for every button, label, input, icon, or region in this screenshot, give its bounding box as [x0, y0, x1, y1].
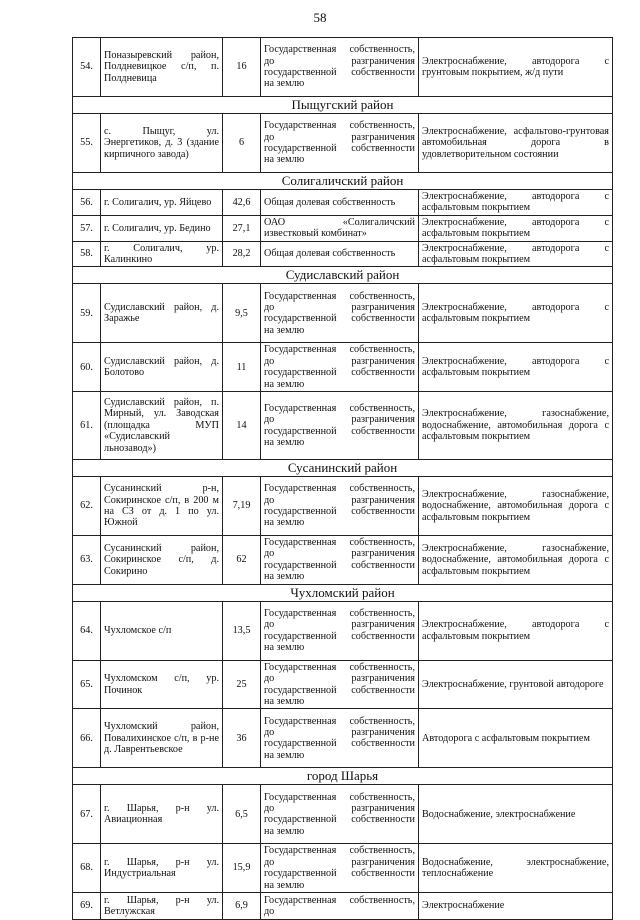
site-location: Поназыревский район, Полдневицкое с/п, п. Полдневица: [101, 38, 223, 97]
row-number: 68.: [73, 844, 101, 893]
table-row: [73, 477, 613, 536]
site-infrastructure: Электроснабжение, автодорога с асфальтовым покрытием: [419, 215, 613, 241]
site-location: с. Пыщуг, ул. Энергетиков, д. 3 (здание кирпичного завода): [101, 114, 223, 173]
site-infrastructure: Электроснабжение, автодорога с асфальтовым покрытием: [419, 241, 613, 267]
site-infrastructure: Электроснабжение, автодорога с асфальтовым покрытием: [419, 190, 613, 216]
site-area: 7,19: [223, 477, 261, 536]
site-infrastructure: Электроснабжение, автодорога с асфальтовым покрытием: [419, 284, 613, 343]
row-number: 56.: [73, 190, 101, 216]
site-infrastructure: Автодорога с асфальтовым покрытием: [419, 709, 613, 768]
site-ownership: Государственная собственность, до разграничения государственной собственности на землю: [261, 38, 419, 97]
site-location: Чухломское с/п: [101, 601, 223, 660]
table-row: [73, 536, 613, 585]
site-location: г. Солигалич, ур. Бедино: [101, 215, 223, 241]
site-area: 6,5: [223, 785, 261, 844]
site-ownership: Государственная собственность, до разграничения государственной собственности на землю: [261, 660, 419, 709]
page-number: 58: [313, 10, 327, 25]
site-infrastructure: Электроснабжение, газоснабжение, водоснабжение, автомобильная дорога с асфальтовым покрытием: [419, 536, 613, 585]
region-title: Пыщугский район: [73, 97, 613, 114]
site-area: 25: [223, 660, 261, 709]
site-ownership: Государственная собственность, до разграничения государственной собственности на землю: [261, 284, 419, 343]
row-number: 64.: [73, 601, 101, 660]
site-location: Судиславский район, д. Болотово: [101, 343, 223, 392]
site-ownership: Государственная собственность, до разграничения государственной собственности на землю: [261, 392, 419, 460]
table-row: [73, 241, 613, 267]
row-number: 67.: [73, 785, 101, 844]
table-row: [73, 114, 613, 173]
site-infrastructure: Электроснабжение, газоснабжение, водоснабжение, автомобильная дорога с асфальтовым покрытием: [419, 392, 613, 460]
row-number: 61.: [73, 392, 101, 460]
table-row: [73, 343, 613, 392]
region-title: Сусанинский район: [73, 460, 613, 477]
table-row: [73, 660, 613, 709]
site-infrastructure: Электроснабжение, автодорога с грунтовым покрытием, ж/д пути: [419, 38, 613, 97]
site-ownership: Государственная собственность, до разграничения государственной собственности на землю: [261, 343, 419, 392]
site-ownership: Общая долевая собственность: [261, 190, 419, 216]
site-area: 28,2: [223, 241, 261, 267]
site-area: 9,5: [223, 284, 261, 343]
table-row: [73, 709, 613, 768]
table-row: [73, 392, 613, 460]
table-row: [73, 892, 613, 919]
table-row: [73, 190, 613, 216]
row-number: 60.: [73, 343, 101, 392]
site-area: 11: [223, 343, 261, 392]
site-location: Сусанинский р-н, Сокиринское с/п, в 200 м на СЗ от д. 1 по ул. Южной: [101, 477, 223, 536]
region-header-row: [73, 173, 613, 190]
site-location: Судиславский район, п. Мирный, ул. Заводская (площадка МУП «Судиславский льнозавод»): [101, 392, 223, 460]
site-location: г. Солигалич, ур. Яйцево: [101, 190, 223, 216]
site-infrastructure: Электроснабжение, асфальтово-грунтовая автомобильная дорога в удовлетворительном состоянии: [419, 114, 613, 173]
table-row: [73, 215, 613, 241]
site-ownership: Государственная собственность, до разграничения государственной собственности на землю: [261, 709, 419, 768]
site-location: г. Солигалич, ур. Калинкино: [101, 241, 223, 267]
table-row: [73, 785, 613, 844]
site-infrastructure: Электроснабжение: [419, 892, 613, 919]
site-location: Чухломский район, Повалихинское с/п, в р-не д. Лаврентьевское: [101, 709, 223, 768]
region-header-row: [73, 768, 613, 785]
region-header-row: [73, 460, 613, 477]
site-area: 6: [223, 114, 261, 173]
row-number: 58.: [73, 241, 101, 267]
region-header-row: [73, 97, 613, 114]
site-infrastructure: Электроснабжение, автодорога с асфальтовым покрытием: [419, 601, 613, 660]
site-location: Чухломском с/п, ур. Починок: [101, 660, 223, 709]
row-number: 63.: [73, 536, 101, 585]
site-area: 14: [223, 392, 261, 460]
site-ownership: Государственная собственность, до разграничения государственной собственности на землю: [261, 536, 419, 585]
site-infrastructure: Электроснабжение, грунтовой автодороге: [419, 660, 613, 709]
region-header-row: [73, 267, 613, 284]
site-area: 42,6: [223, 190, 261, 216]
region-title: Судиславский район: [73, 267, 613, 284]
table-row: [73, 38, 613, 97]
sites-table: [72, 37, 613, 920]
site-area: 13,5: [223, 601, 261, 660]
row-number: 54.: [73, 38, 101, 97]
row-number: 62.: [73, 477, 101, 536]
row-number: 59.: [73, 284, 101, 343]
site-area: 15,9: [223, 844, 261, 893]
table-row: [73, 284, 613, 343]
region-title: Чухломский район: [73, 584, 613, 601]
sites-table-body: [73, 38, 613, 920]
site-infrastructure: Водоснабжение, электроснабжение, теплоснабжение: [419, 844, 613, 893]
site-ownership: Государственная собственность, до разграничения государственной собственности на землю: [261, 114, 419, 173]
region-title: Солигаличский район: [73, 173, 613, 190]
site-location: Сусанинский район, Сокиринское с/п, д. Сокирино: [101, 536, 223, 585]
site-area: 16: [223, 38, 261, 97]
site-ownership: Государственная собственность, до разграничения государственной собственности на землю: [261, 844, 419, 893]
site-ownership: Государственная собственность, до: [261, 892, 419, 919]
site-infrastructure: Электроснабжение, газоснабжение, водоснабжение, автомобильная дорога с асфальтовым покрытием: [419, 477, 613, 536]
row-number: 66.: [73, 709, 101, 768]
table-row: [73, 601, 613, 660]
site-area: 6,9: [223, 892, 261, 919]
site-infrastructure: Электроснабжение, автодорога с асфальтовым покрытием: [419, 343, 613, 392]
table-row: [73, 844, 613, 893]
site-area: 27,1: [223, 215, 261, 241]
region-title: город Шарья: [73, 768, 613, 785]
site-area: 62: [223, 536, 261, 585]
site-ownership: Государственная собственность, до разграничения государственной собственности на землю: [261, 601, 419, 660]
site-ownership: ОАО «Солигаличский известковый комбинат»: [261, 215, 419, 241]
site-location: г. Шарья, р-н ул. Авиационная: [101, 785, 223, 844]
row-number: 55.: [73, 114, 101, 173]
site-ownership: Государственная собственность, до разграничения государственной собственности на землю: [261, 785, 419, 844]
site-ownership: Государственная собственность, до разграничения государственной собственности на землю: [261, 477, 419, 536]
site-ownership: Общая долевая собственность: [261, 241, 419, 267]
region-header-row: [73, 584, 613, 601]
site-location: г. Шарья, р-н ул. Индустриальная: [101, 844, 223, 893]
site-area: 36: [223, 709, 261, 768]
row-number: 69.: [73, 892, 101, 919]
row-number: 65.: [73, 660, 101, 709]
row-number: 57.: [73, 215, 101, 241]
site-location: г. Шарья, р-н ул. Ветлужская: [101, 892, 223, 919]
site-location: Судиславский район, д. Заражье: [101, 284, 223, 343]
site-infrastructure: Водоснабжение, электроснабжение: [419, 785, 613, 844]
